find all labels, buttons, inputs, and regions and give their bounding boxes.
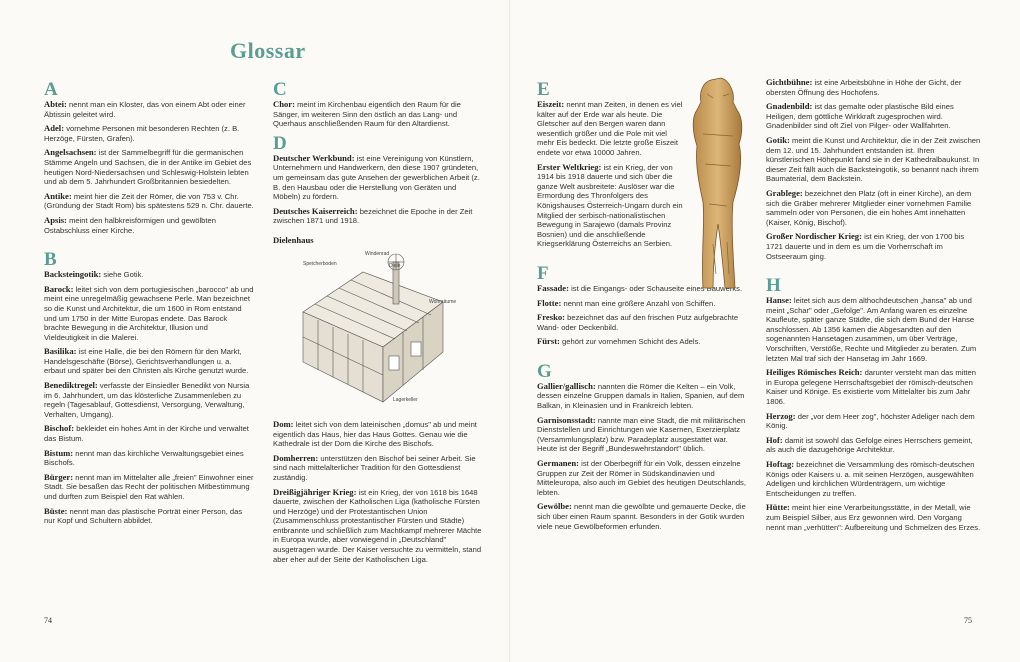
entry-term: Apsis: — [44, 214, 67, 225]
entry-term: Fassade: — [537, 282, 569, 293]
entry-definition: meint im Kirchenbau eigentlich den Raum für die Sänger, im weiteren Sinn den östlich an das Lang- und Querhaus anschließenden Raum für den Altardienst. — [273, 100, 461, 129]
entry-definition: nennt man das plastische Porträt einer Person, das nur Kopf und Schultern abbildet. — [44, 506, 243, 526]
glossary-entry — [537, 100, 685, 158]
glossary-entry — [44, 424, 254, 443]
glossary-entry — [766, 412, 981, 431]
entry-term: Gewölbe: — [537, 501, 572, 512]
entry-definition: leitet sich von dem portugiesischen „barocco" ab und meint eine unregelmäßig gewachsene Perle. Man bezeichnet so die Kunst und Architektur, die um 1600 in Rom entstand und um 1750 in der Mitte Europas endete. Das Barock brachte Bewegung in die Architektur, Illusion und Vieldeutigkeit in die Malerei. — [44, 284, 254, 342]
section-gap — [537, 352, 685, 360]
entry-term: Großer Nordischer Krieg: — [766, 231, 862, 242]
glossary-entry — [537, 502, 749, 531]
entry-term: Barock: — [44, 283, 74, 294]
entry-term: Hoftag: — [766, 459, 795, 469]
entry-term: Fresko: — [537, 312, 566, 323]
entry-term: Angelsachsen: — [44, 147, 97, 158]
entry-term: Adel: — [44, 123, 65, 134]
glossary-entry — [44, 285, 254, 343]
glossary-entry — [537, 299, 749, 309]
entry-definition: ist die Eingangs- oder Schauseite eines Bauwerks. — [571, 283, 743, 293]
glossary-entry — [766, 136, 981, 184]
glossary-entry — [44, 270, 254, 280]
glossary-entry — [44, 148, 254, 186]
glossary-entry — [766, 503, 981, 532]
entry-definition: ist der Oberbegriff für ein Volk, dessen einzelne Gruppen zur Zeit der Römer in Südskandinavien und Mitteleuropa, also auch im Gebiet des heutigen Deutschlands, lebten. — [537, 459, 746, 497]
entry-term: Garnisonsstadt: — [537, 414, 596, 425]
entry-term: Bistum: — [44, 447, 74, 458]
glossary-entry — [766, 368, 981, 406]
entry-term: Abtei: — [44, 99, 67, 109]
entry-definition: ist eine Halle, die bei den Römern für den Markt, Handelsgeschäfte (Börse), Gerichtsverhandlungen u. a. erbaut und später bei den Christen als Kirche genutzt wurde. — [44, 347, 249, 376]
section-letter: B — [44, 249, 57, 271]
glossary-entry — [273, 488, 485, 565]
entry-term: Gallier/gallisch: — [537, 380, 596, 391]
entry-term: Hof: — [766, 434, 783, 445]
entry-term: Flotte: — [537, 297, 562, 308]
column-2-bottom — [273, 420, 485, 564]
entry-definition: leitet sich von dem lateinischen „domus" ab und meint eigentlich das Haus, hier das Haus Gottes. Genau wie die Kathedrale ist der Dom die Kirche des Bischofs. — [273, 419, 477, 449]
label-lagerkeller: Lagerkeller — [393, 396, 418, 403]
entry-term: Herzog: — [766, 410, 796, 421]
carved-figure-image — [683, 74, 753, 296]
entry-term: Hanse: — [766, 295, 792, 306]
glossary-column-1 — [44, 78, 254, 531]
entry-definition: bekleidet ein hohes Amt in der Kirche und verwaltet das Bistum. — [44, 424, 249, 444]
entry-term: Heiliges Römisches Reich: — [766, 367, 863, 378]
glossary-column-3 — [537, 78, 746, 536]
entry-term: Dom: — [273, 418, 294, 429]
entry-definition: nennt man ein Kloster, das von einem Abt oder einer Äbtissin geleitet wird. — [44, 100, 246, 119]
entry-term: Bischof: — [44, 423, 75, 434]
entry-definition: ist eine Arbeitsbühne in Höhe der Gicht, der obersten Öffnung des Hochofens. — [766, 78, 962, 97]
entry-definition: siehe Gotik. — [103, 270, 144, 280]
entry-term: Bürger: — [44, 471, 74, 482]
entry-definition: bezeichnet die Epoche in der Zeit zwischen 1871 und 1918. — [273, 206, 473, 226]
entry-term: Benediktregel: — [44, 380, 98, 391]
entry-term: Dreißigjähriger Krieg: — [273, 486, 357, 497]
entry-term: Gotik: — [766, 134, 790, 145]
entry-term: Gnadenbild: — [766, 101, 813, 112]
section-gap — [766, 266, 981, 274]
entry-definition: nannte man eine Stadt, die mit militärischen Dienststellen und Einrichtungen wie Kasernen, Exerzierplatz (Versammlungsplatz) bzw. Paradeplatz ausgestattet war. Heute ist der Begriff „Bundeswehrstandort" üblich. — [537, 415, 746, 454]
glossary-entry — [44, 347, 254, 376]
glossary-entry — [273, 100, 485, 129]
section-letter: D — [273, 132, 287, 154]
entry-definition: vornehme Personen mit besonderen Rechten (z. B. Herzöge, Fürsten, Grafen). — [44, 124, 240, 143]
glossary-entry — [44, 507, 254, 526]
entry-term: Büste: — [44, 505, 68, 516]
entry-definition: meint hier eine Verarbeitungsstätte, in der Metall, wie zum Beispiel Silber, aus Erz gewonnen wird. Den Vorgang nennt man „verhütten": Aufbereitung und Schmelzen des Erzes. — [766, 503, 981, 532]
entry-term: Gichtbühne: — [766, 77, 813, 87]
section-letter: E — [537, 79, 550, 100]
glossary-entry — [766, 436, 981, 455]
entry-definition: bezeichnet das auf den frischen Putz aufgebrachte Wand- oder Deckenbild. — [537, 313, 739, 332]
entry-definition: nannten die Römer die Kelten – ein Volk, dessen einzelne Gruppen damals in Italien, Spanien, auf dem Balkan, in Kleinasien und in Frankreich lebten. — [537, 381, 745, 411]
page-spine — [509, 0, 511, 662]
dielenhaus-diagram — [273, 236, 485, 414]
entry-term: Fürst: — [537, 336, 560, 347]
entry-definition: nennt man das kirchliche Verwaltungsgebiet eines Bischofs. — [44, 448, 244, 468]
entry-term: Domherren: — [273, 452, 319, 463]
glossary-column-2 — [273, 78, 485, 569]
entry-term: Backsteingotik: — [44, 269, 102, 280]
entry-definition: ist ein Krieg, der von 1618 bis 1648 dauerte, zwischen der Katholischen Liga (katholische Fürsten und Herzöge) und der Protestantischen Union (Zusammenschluss protestantischer Fürsten und Städte) entbrannte und schließlich zum Machtkampf mehrerer Mächte in Europa wurde, aber vorwiegend in „Deutschland" ausgetragen wurde. Der Kaiser versuchte zu vermitteln, stand aber eher auf der Seite der Katholischen Liga. — [273, 487, 482, 564]
glossary-entry — [44, 124, 254, 143]
glossary-entry — [537, 382, 749, 411]
glossary-entry — [766, 102, 981, 131]
entry-term: Deutsches Kaiserreich: — [273, 205, 358, 216]
page-number-right: 75 — [964, 616, 972, 625]
entry-definition: gehört zur vornehmen Schicht des Adels. — [562, 337, 701, 347]
entry-definition: meint den halbkreisförmigen und gewölbten Ostabschluss einer Kirche. — [44, 215, 216, 235]
diagram-title: Dielenhaus — [273, 234, 314, 245]
glossary-entry — [273, 154, 485, 202]
glossary-entry — [44, 381, 254, 419]
entry-definition: damit ist sowohl das Gefolge eines Herrschers gemeint, als auch die dazugehörige Architektur. — [766, 435, 973, 455]
entry-term: Deutscher Werkbund: — [273, 152, 355, 163]
section-letter: F — [537, 262, 549, 284]
label-windenrad: Windenrad — [365, 250, 390, 257]
section-letter: H — [766, 275, 781, 297]
entry-definition: meint die Kunst und Architektur, die in der Zeit zwischen dem 12. und 15. Jahrhundert entstanden ist. Ihren künstlerischen Höhepunkt fand sie in der Kathedralbaukunst. In dieser Zeit fällt auch die Backsteingotik, so benannt nach ihrem Baumaterial, dem Backstein. — [766, 135, 981, 184]
glossary-entry — [44, 100, 254, 119]
entry-definition: ist ein Krieg, der von 1700 bis 1721 dauerte und in dem es um die Vorherrschaft im Ostseeraum ging. — [766, 232, 965, 261]
page-number-left: 74 — [44, 616, 52, 625]
entry-definition: ist eine Vereinigung von Künstlern, Unternehmern und Handwerkern, den diese 1907 gründeten, um gemeinsam das gute Ansehen der gewerblichen Arbeit (z. B. den Hausbau oder die Herstellung von Geräten und Möbeln) zu fördern. — [273, 153, 480, 202]
entry-term: Basilika: — [44, 346, 77, 357]
entry-definition: ist das gemalte oder plastische Bild eines Heiligen, dem göttliche Wirkkraft zugesprochen wird. Gnadenbilder sind oft Ziel von Pilger- oder Wallfahrten. — [766, 102, 954, 131]
section-letter: G — [537, 360, 552, 382]
entry-definition: ist ein Krieg, der von 1914 bis 1918 dauerte und sich über die ganze Welt ausbreitete: Auslöser war die Ermordung des Thronfolgers des Königshauses Österreich-Ungarn durch ein Mitglied der serbisch-nationalistischen Bewegung in Sarajewo (damals Provinz Bosnien) und die anschließende Kriegserklärung Österreichs an Serbien. — [537, 162, 683, 249]
glossary-column-4 — [766, 78, 981, 537]
glossary-entry — [44, 473, 254, 502]
entry-definition: nennt man eine größere Anzahl von Schiffen. — [563, 298, 716, 308]
glossary-entry — [766, 189, 981, 227]
entry-term: Chor: — [273, 99, 295, 109]
entry-definition: bezeichnet den Platz (oft in einer Kirche), an dem sich die Gräber mehrerer Mitglieder einer vornehmen Familie sammeln oder von Personen, die ein hohes Amt innehatten (Kaiser, König, Bischof). — [766, 188, 972, 227]
glossary-entry — [537, 459, 749, 497]
glossary-entry — [766, 78, 981, 97]
page-title: Glossar — [230, 38, 306, 63]
entry-term: Hütte: — [766, 502, 790, 513]
section-gap — [44, 240, 254, 248]
glossary-entry — [766, 232, 981, 261]
entry-definition: leitet sich aus dem althochdeutschen „hansa" ab und meint „Schar" oder „Gefolge". Am Anfang waren es einzelne Kaufleute, später ganze Städte, die sich dem Bund der Hanse anschlossen. Ab 1356 kamen die Abgesandten auf den sogenannten Hansetagen zusammen, um über Verträge, Vorschriften, Verstöße, Rechte und Mitglieder zu beraten. Zum letzten Mal traf sich der Hansetag im Jahr 1669. — [766, 296, 977, 363]
entry-definition: nennt man Zeiten, in denen es viel kälter auf der Erde war als heute. Die Gletscher auf den Bergen waren dann wesentlich größer und die Pole mit viel mehr Eis bedeckt. Die letzte große Eiszeit endete vor etwa 10000 Jahren. — [537, 100, 683, 157]
glossary-entry — [273, 454, 485, 483]
glossary-entry — [766, 296, 981, 363]
label-wohnraeume: Wohnräume — [429, 298, 457, 305]
glossary-entry — [766, 460, 981, 498]
glossary-entry — [273, 420, 485, 449]
entry-definition: unterstützen den Bischof bei seiner Arbeit. Sie sind nach mittelalterlicher Tradition für den Gottesdienst zuständig. — [273, 453, 476, 482]
entry-term: Germanen: — [537, 458, 580, 469]
entry-term: Antike: — [44, 190, 72, 201]
glossary-entry — [537, 163, 685, 249]
entry-definition: nennt man die gewölbte und gemauerte Decke, die sich über einen Raum spannt. Besonders in der Gotik wurden viele neue Gewölbeformen erfunden. — [537, 502, 746, 531]
glossary-entry — [44, 449, 254, 468]
glossary-entry — [44, 192, 254, 211]
entry-definition: verfasste der Einsiedler Benedikt von Nursia im 6. Jahrhundert, um das klösterliche Zusammenleben zu regeln (Tagesablauf, Gottesdienst, Versorgung, Verwaltung, Verhalten, Umgang). — [44, 381, 250, 419]
entry-definition: meint hier die Zeit der Römer, die von 753 v. Chr. (Gründung der Stadt Rom) bis spätestens 529 n. Chr. dauerte. — [44, 191, 254, 211]
glossary-entry — [273, 207, 485, 226]
entry-definition: darunter versteht man das mitten in Europa gelegene Herrschaftsgebiet der römisch-deutschen Kaiser und Könige. Es existierte vom Mittelalter bis zum Jahr 1806. — [766, 368, 976, 407]
section-letter: A — [44, 79, 58, 100]
label-speicherboden: Speicherboden — [303, 260, 337, 267]
entry-definition: der „vor dem Heer zog", höchster Adeliger nach dem König. — [766, 411, 975, 431]
entry-definition: bezeichnet die Versammlung des römisch-deutschen Königs oder Kaisers u. a. mit seinen Herzögen, ausgewählten Adeligen und kirchlichen Würdenträgern, um wichtige Entscheidungen zu treffen. — [766, 460, 975, 498]
entry-definition: nennt man im Mittelalter alle „freien" Einwohner einer Stadt. Sie besaßen das Recht der politischen Mitbestimmung und durften zum Beispiel den Rat wählen. — [44, 472, 254, 501]
glossary-entry — [537, 337, 749, 347]
glossary-entry — [537, 416, 749, 454]
column-2-top — [273, 80, 485, 226]
section-letter: C — [273, 79, 287, 100]
entry-term: Eiszeit: — [537, 99, 565, 109]
entry-term: Grablege: — [766, 187, 803, 198]
section-gap — [537, 254, 685, 262]
glossary-entry — [44, 216, 254, 235]
entry-term: Erster Weltkrieg: — [537, 161, 602, 172]
glossary-entry — [537, 313, 749, 332]
label-diele: Diele — [389, 262, 401, 269]
entry-definition: ist der Sammelbegriff für die germanischen Stämme Angeln und Sachsen, die in der Antike im Gebiet des heutigen Nord-Niedersachsen und Schleswig-Holstein lebten und ab dem 5. Jahrhundert Großbritannien besiedelten. — [44, 148, 252, 187]
